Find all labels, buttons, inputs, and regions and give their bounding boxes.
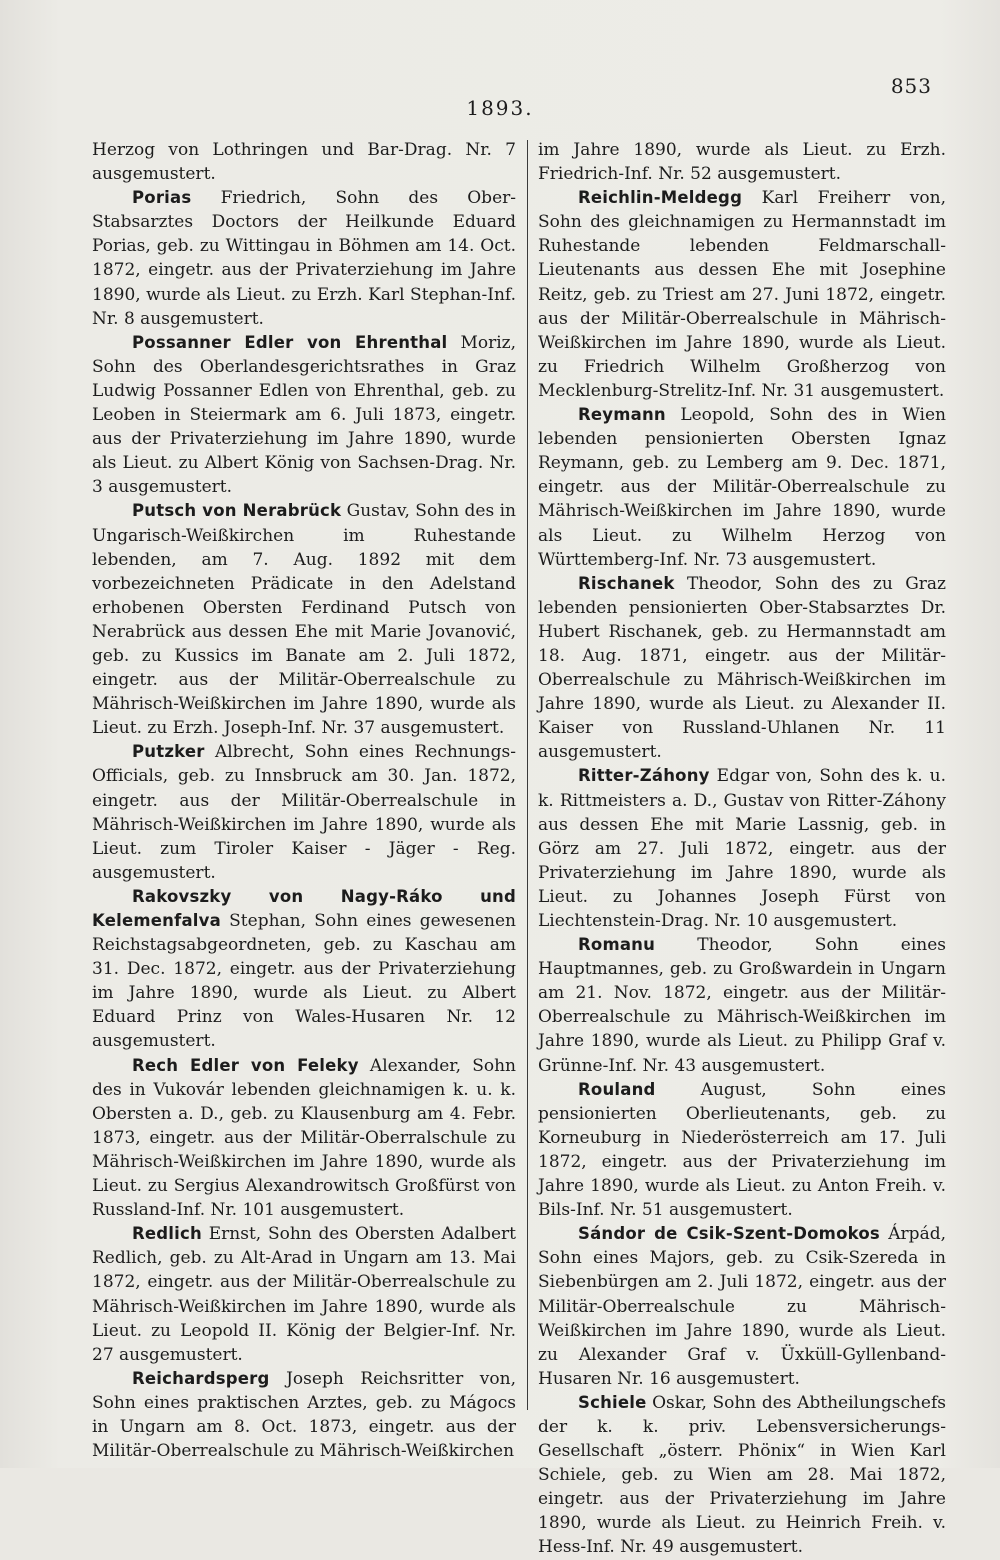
register-entry (92, 331, 516, 500)
register-entry (538, 186, 946, 403)
entry-surname: Schiele (578, 1392, 647, 1412)
entry-surname: Rouland (578, 1079, 656, 1099)
continuation-text: Herzog von Lothringen und Bar-Drag. Nr. 7 ausgemustert. (92, 140, 516, 185)
entry-text: Joseph Reichsritter von, Sohn eines praktischen Arztes, geb. zu Mágocs in Ungarn am 8. Oct. 1873, eingetr. aus der Militär-Oberrealschule zu Mährisch-Weißkirchen (92, 1368, 516, 1462)
entry-text: Albrecht, Sohn eines Rechnungs-Officials, geb. zu Innsbruck am 30. Jan. 1872, eingetr. aus der Militär-Oberrealschule in Mährisch-Weißkirchen im Jahre 1890, wurde als Lieut. zum Tiroler Kaiser - Jäger - Reg. ausgemustert. (92, 742, 516, 883)
entry-list (538, 186, 946, 1559)
entry-surname: Romanu (578, 935, 656, 955)
entry-list (92, 186, 516, 1463)
register-entry (92, 885, 516, 1054)
entry-text: Árpád, Sohn eines Majors, geb. zu Csik-Szereda in Siebenbürgen am 2. Juli 1872, eingetr. aus der Militär-Oberrealschule zu Mährisch-Weißkirchen im Jahre 1890, wurde als Lieut. zu Alexander Graf v. Üxküll-Gyllenband-Husaren Nr. 16 ausgemustert. (538, 1224, 946, 1389)
entry-surname: Reymann (578, 405, 666, 425)
entry-text: Leopold, Sohn des in Wien lebenden pensionierten Obersten Ignaz Reymann, geb. zu Lemberg am 9. Dec. 1871, eingetr. aus der Militär-Oberrealschule zu Mährisch-Weißkirchen im Jahre 1890, wurde als Lieut. zu Wilhelm Herzog von Württemberg-Inf. Nr. 73 ausgemustert. (538, 405, 946, 570)
entry-surname: Porias (132, 188, 192, 208)
entry-surname: Sándor de Csik-Szent-Domokos (578, 1224, 880, 1244)
entry-surname: Ritter-Záhony (578, 766, 710, 786)
entry-text: Stephan, Sohn eines gewesenen Reichstagsabgeordneten, geb. zu Kaschau am 31. Dec. 1872, eingetr. aus der Privaterziehung im Jahre 1890, wurde als Lieut. zu Albert Eduard Prinz von Wales-Husaren Nr. 12 ausgemustert. (92, 911, 517, 1052)
entry-text: Theodor, Sohn des zu Graz lebenden pensionierten Ober-Stabsarztes Dr. Hubert Rischanek, geb. zu Hermannstadt am 18. Aug. 1871, eingetr. aus der Militär-Oberrealschule zu Mährisch-Weißkirchen im Jahre 1890, wurde als Lieut. zu Alexander II. Kaiser von Russland-Uhlanen Nr. 11 ausgemustert. (538, 573, 946, 763)
continuation-text: im Jahre 1890, wurde als Lieut. zu Erzh. Friedrich-Inf. Nr. 52 ausgemustert. (538, 140, 946, 185)
entry-surname: Possanner Edler von Ehrenthal (132, 332, 448, 352)
register-entry (538, 764, 946, 933)
entry-text: Oskar, Sohn des Abtheilungschefs der k. k. priv. Lebensversicherungs-Gesellschaft „österr. Phönix“ in Wien Karl Schiele, geb. zu Wien am 28. Mai 1872, eingetr. aus der Privaterziehung im Jahre 1890, wurde als Lieut. zu Heinrich Freih. v. Hess-Inf. Nr. 49 ausgemustert. (538, 1392, 947, 1558)
entry-text: Edgar von, Sohn des k. u. k. Rittmeisters a. D., Gustav von Ritter-Záhony aus dessen Ehe mit Marie Lassnig, geb. in Görz am 27. Juli 1872, eingetr. aus der Privaterziehung im Jahre 1890, wurde als Lieut. zu Johannes Joseph Fürst von Liechtenstein-Drag. Nr. 10 ausgemustert. (538, 766, 946, 931)
entry-text: Alexander, Sohn des in Vukovár lebenden gleichnamigen k. u. k. Obersten a. D., geb. zu Klausenburg am 4. Febr. 1873, eingetr. aus der Militär-Oberralschule zu Mährisch-Weißkirchen im Jahre 1890, wurde als Lieut. zu Sergius Alexandrowitsch Großfürst von Russland-Inf. Nr. 101 ausgemustert. (92, 1055, 516, 1221)
entry-surname: Redlich (132, 1224, 202, 1244)
entry-surname: Putsch von Nerabrück (132, 501, 342, 521)
register-entry (92, 1367, 516, 1463)
entry-text: Moriz, Sohn des Oberlandesgerichtsrathes in Graz Ludwig Possanner Edlen von Ehrenthal, geb. zu Leoben in Steiermark am 6. Juli 1873, eingetr. aus der Privaterziehung im Jahre 1890, wurde als Lieut. zu Albert König von Sachsen-Drag. Nr. 3 ausgemustert. (92, 332, 517, 498)
register-entry (92, 499, 516, 740)
register-entry (92, 186, 516, 331)
entry-surname: Reichlin-Meldegg (578, 188, 743, 208)
entry-text: August, Sohn eines pensionierten Oberlieutenants, geb. zu Korneuburg in Niederösterreich am 17. Juli 1872, eingetr. aus der Privaterziehung im Jahre 1890, wurde als Lieut. zu Anton Freih. v. Bils-Inf. Nr. 51 ausgemustert. (538, 1079, 946, 1221)
entry-text: Gustav, Sohn des in Ungarisch-Weißkirchen im Ruhestande lebenden, am 7. Aug. 1892 mit dem vorbezeichneten Prädicate in den Adelstand erhobenen Obersten Ferdinand Putsch von Nerabrück aus dessen Ehe mit Marie Jovanović, geb. zu Kussics im Banate am 2. Juli 1872, eingetr. aus der Militär-Oberrealschule zu Mährisch-Weißkirchen im Jahre 1890, wurde als Lieut. zu Erzh. Joseph-Inf. Nr. 37 ausgemustert. (92, 501, 517, 739)
running-header-year: 1893. (466, 96, 534, 120)
register-entry (92, 740, 516, 885)
register-entry (538, 1222, 946, 1391)
register-entry (538, 403, 946, 572)
entry-text: Karl Freiherr von, Sohn des gleichnamigen zu Hermannstadt im Ruhestande lebenden Feldmarschall-Lieutenants aus dessen Ehe mit Josephine Reitz, geb. zu Triest am 27. Juni 1872, eingetr. aus der Militär-Oberrealschule in Mährisch-Weißkirchen im Jahre 1890, wurde als Lieut. zu Friedrich Wilhelm Großherzog von Mecklenburg-Strelitz-Inf. Nr. 31 ausgemustert. (538, 188, 946, 401)
register-entry (538, 933, 946, 1078)
entry-surname: Rischanek (578, 573, 675, 593)
column-divider (527, 140, 528, 1410)
entry-text: Theodor, Sohn eines Hauptmannes, geb. zu Großwardein in Ungarn am 21. Nov. 1872, eingetr. aus der Militär-Oberrealschule zu Mährisch-Weißkirchen im Jahre 1890, wurde als Lieut. zu Philipp Graf v. Grünne-Inf. Nr. 43 ausgemustert. (538, 935, 946, 1076)
left-column (92, 138, 516, 1463)
right-column (538, 138, 946, 1560)
page-number: 853 (890, 74, 932, 98)
register-entry (538, 572, 946, 765)
entry-text: Ernst, Sohn des Obersten Adalbert Redlich, geb. zu Alt-Arad in Ungarn am 13. Mai 1872, eingetr. aus der Militär-Oberrealschule zu Mährisch-Weißkirchen im Jahre 1890, wurde als Lieut. zu Leopold II. König der Belgier-Inf. Nr. 27 ausgemustert. (92, 1224, 516, 1365)
register-entry (92, 1222, 516, 1367)
entry-surname: Reichardsperg (132, 1368, 270, 1388)
register-entry (92, 1054, 516, 1223)
register-entry (538, 1391, 946, 1560)
register-entry (538, 1078, 946, 1223)
entry-surname: Putzker (132, 742, 205, 762)
entry-surname: Rech Edler von Feleky (132, 1055, 359, 1075)
entry-surname: Rakovszky von Nagy-Ráko und Kelemenfalva (92, 886, 516, 930)
entry-text: Friedrich, Sohn des Ober-Stabsarztes Doctors der Heilkunde Eduard Porias, geb. zu Wittingau in Böhmen am 14. Oct. 1872, eingetr. aus der Privaterziehung im Jahre 1890, wurde als Lieut. zu Erzh. Karl Stephan-Inf. Nr. 8 ausgemustert. (92, 188, 516, 329)
